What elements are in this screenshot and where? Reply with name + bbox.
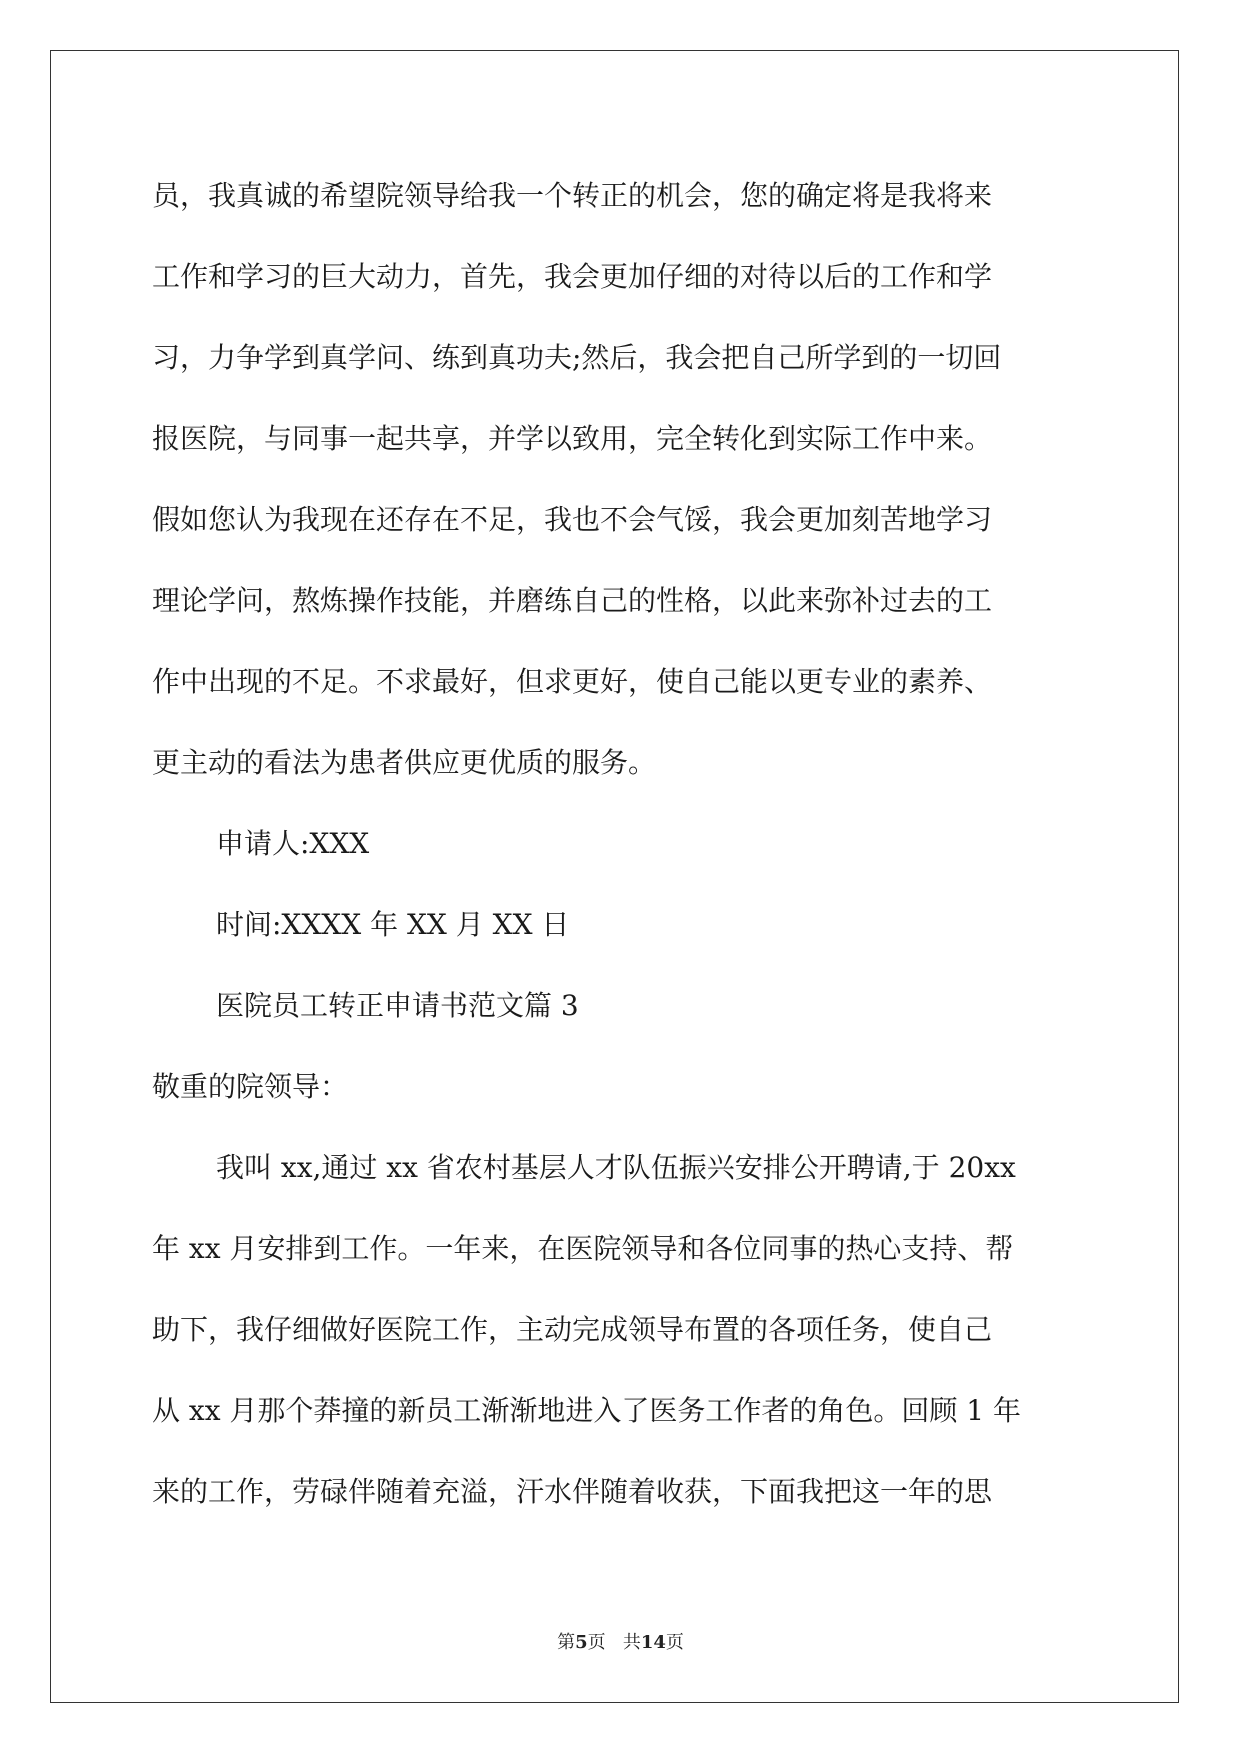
body-line: 来的工作，劳碌伴随着充溢，汗水伴随着收获，下面我把这一年的思 bbox=[152, 1475, 993, 1508]
salutation: 敬重的院领导： bbox=[152, 1070, 349, 1103]
body-line: 更主动的看法为患者供应更优质的服务。 bbox=[152, 746, 657, 779]
body-line: 工作和学习的巨大动力，首先，我会更加仔细的对待以后的工作和学 bbox=[152, 260, 993, 293]
page-number: 5 bbox=[575, 1632, 588, 1653]
body-line: 作中出现的不足。不求最好，但求更好，使自己能以更专业的素养、 bbox=[152, 665, 993, 698]
body-line: 助下，我仔细做好医院工作，主动完成领导布置的各项任务，使自己 bbox=[152, 1313, 993, 1346]
total-prefix: 共 bbox=[622, 1632, 641, 1653]
date-line: 时间:XXXX 年 XX 月 XX 日 bbox=[216, 908, 570, 941]
body-line: 报医院，与同事一起共享，并学以致用，完全转化到实际工作中来。 bbox=[152, 422, 993, 455]
body-line: 年 xx 月安排到工作。一年来，在医院领导和各位同事的热心支持、帮 bbox=[152, 1232, 1014, 1265]
document-body bbox=[152, 155, 1087, 1532]
applicant-line: 申请人:XXX bbox=[216, 827, 370, 860]
page-prefix: 第 bbox=[557, 1632, 576, 1653]
body-line: 习，力争学到真学问、练到真功夫;然后，我会把自己所学到的一切回 bbox=[152, 341, 1002, 374]
body-line: 假如您认为我现在还存在不足，我也不会气馁，我会更加刻苦地学习 bbox=[152, 503, 993, 536]
total-suffix: 页 bbox=[665, 1632, 684, 1653]
page-footer bbox=[0, 1628, 1241, 1654]
page-suffix: 页 bbox=[587, 1632, 606, 1653]
body-line: 从 xx 月那个莽撞的新员工渐渐地进入了医务工作者的角色。回顾 1 年 bbox=[152, 1394, 1022, 1427]
body-line: 理论学问，熬炼操作技能，并磨练自己的性格，以此来弥补过去的工 bbox=[152, 584, 993, 617]
section-heading: 医院员工转正申请书范文篇 3 bbox=[216, 989, 579, 1022]
total-pages: 14 bbox=[640, 1632, 666, 1653]
body-line: 我叫 xx,通过 xx 省农村基层人才队伍振兴安排公开聘请,于 20xx bbox=[216, 1151, 1016, 1184]
body-line: 员，我真诚的希望院领导给我一个转正的机会，您的确定将是我将来 bbox=[152, 179, 993, 212]
